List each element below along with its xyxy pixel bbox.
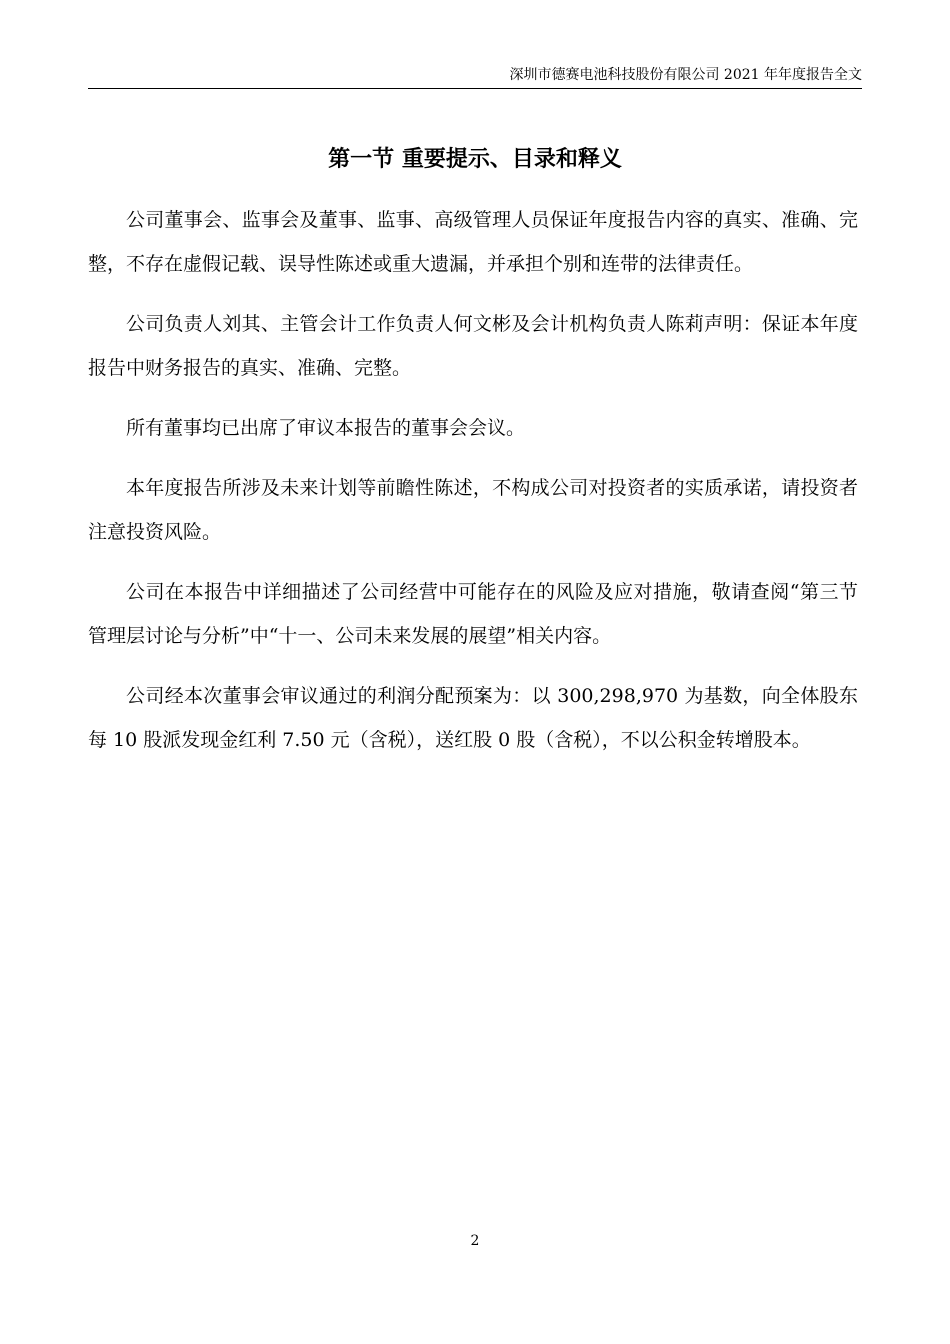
paragraph-responsibility-statement: 公司董事会、监事会及董事、监事、高级管理人员保证年度报告内容的真实、准确、完整，不存在虚假记载、误导性陈述或重大遗漏，并承担个别和连带的法律责任。 [88, 209, 858, 275]
running-header [88, 64, 862, 89]
running-header-title: 深圳市德赛电池科技股份有限公司 2021 年年度报告全文 [509, 67, 862, 83]
section-title: 第一节 重要提示、目录和释义 [328, 146, 622, 172]
page-number: 2 [470, 1233, 480, 1249]
body-text [88, 198, 858, 778]
paragraph-director-attendance: 所有董事均已出席了审议本报告的董事会会议。 [126, 417, 526, 439]
paragraph-officer-declaration: 公司负责人刘其、主管会计工作负责人何文彬及会计机构负责人陈莉声明：保证本年度报告中财务报告的真实、准确、完整。 [88, 313, 858, 379]
paragraph-profit-distribution: 公司经本次董事会审议通过的利润分配预案为：以 300,298,970 为基数，向全体股东每 10 股派发现金红利 7.50 元（含税），送红股 0 股（含税），不以公积金转增股本。 [88, 685, 858, 751]
paragraph-forward-looking-statement: 本年度报告所涉及未来计划等前瞻性陈述，不构成公司对投资者的实质承诺，请投资者注意投资风险。 [88, 477, 858, 543]
paragraph-risk-reference: 公司在本报告中详细描述了公司经营中可能存在的风险及应对措施，敬请查阅“第三节 管理层讨论与分析”中“十一、公司未来发展的展望”相关内容。 [88, 581, 858, 647]
